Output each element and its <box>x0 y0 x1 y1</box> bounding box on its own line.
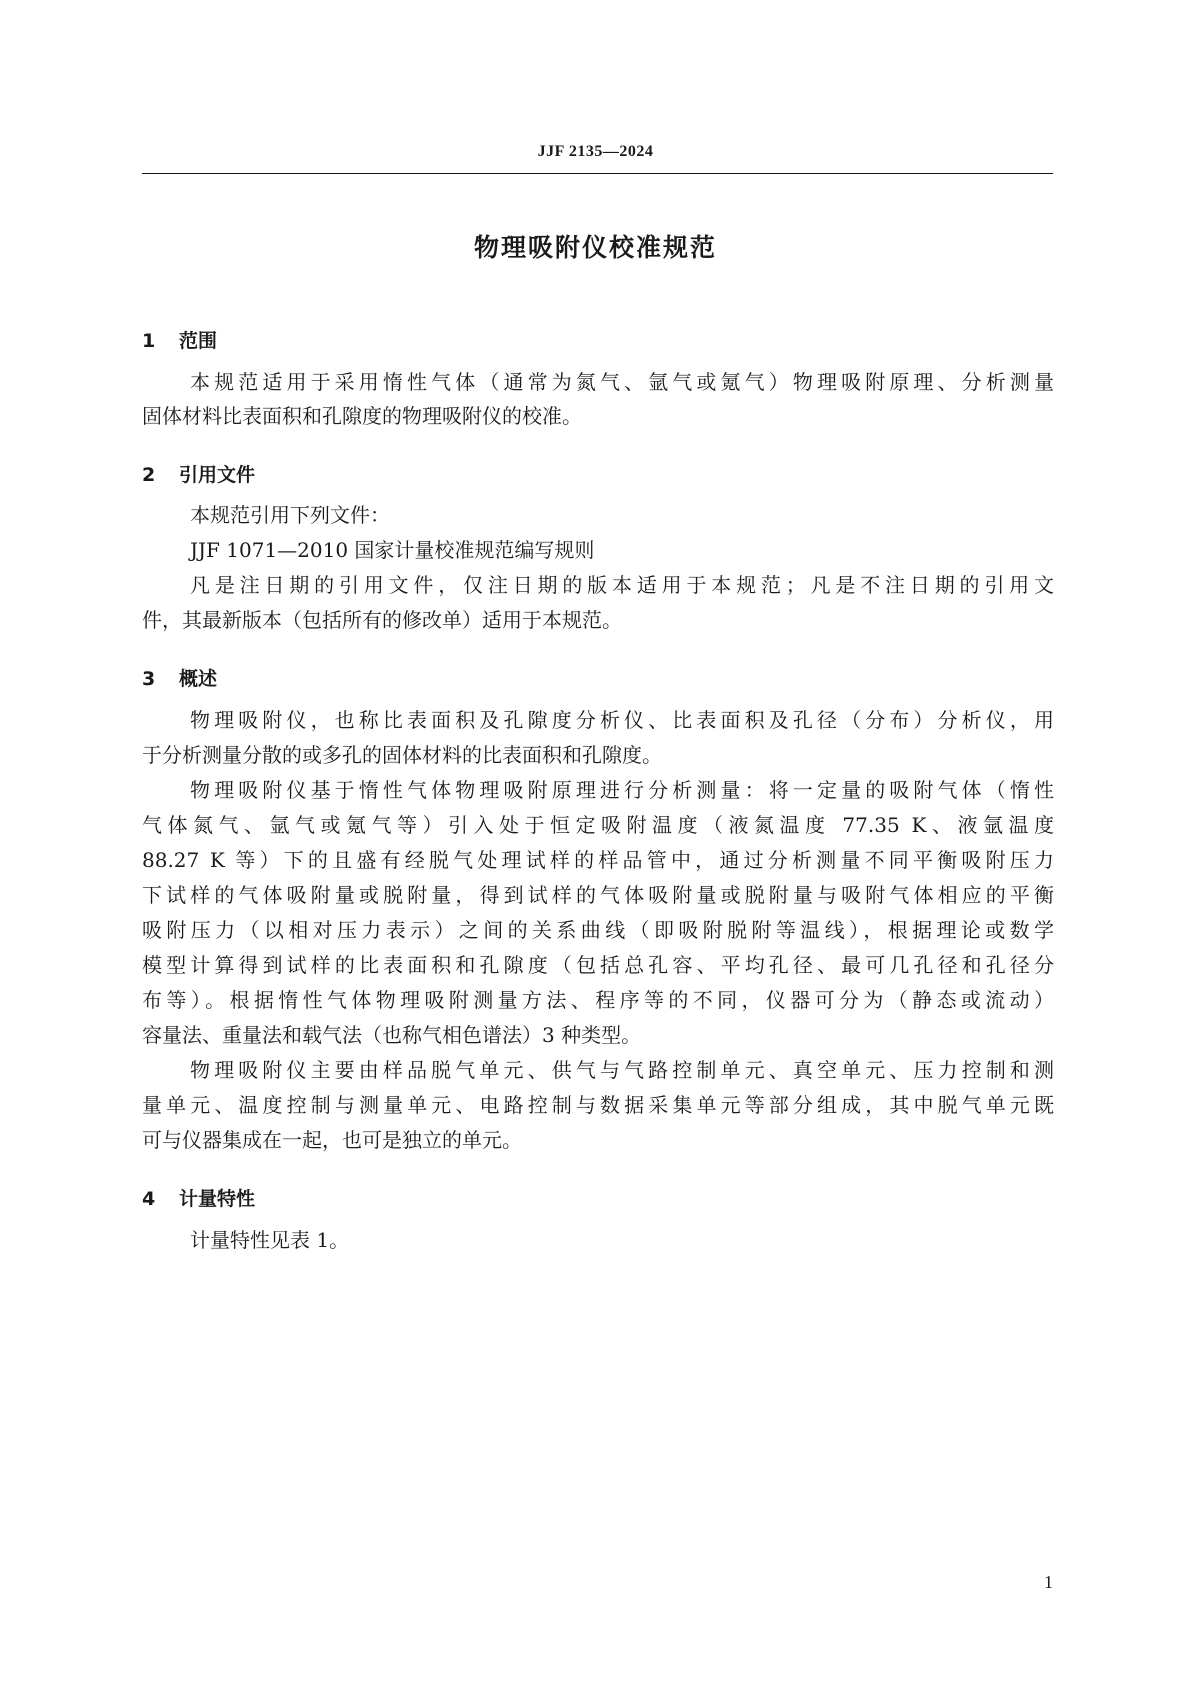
paragraph-line: 容量法、重量法和载气法（也称气相色谱法）3 种类型。 <box>142 1023 642 1047</box>
paragraph-line: 可与仪器集成在一起，也可是独立的单元。 <box>142 1128 522 1152</box>
standard-code: JJF 2135—2024 <box>537 143 654 160</box>
paragraph-line: 量单元、温度控制与测量单元、电路控制与数据采集单元等部分组成，其中脱气单元既 <box>142 1093 1054 1117</box>
section-heading-references <box>142 460 255 487</box>
section-number: 2 <box>142 464 156 486</box>
section-title: 引用文件 <box>179 464 256 486</box>
paragraph-line: 物理吸附仪，也称比表面积及孔隙度分析仪、比表面积及孔径（分布）分析仪，用 <box>190 708 1054 732</box>
paragraph-line: 件，其最新版本（包括所有的修改单）适用于本规范。 <box>142 608 622 632</box>
paragraph-line: 于分析测量分散的或多孔的固体材料的比表面积和孔隙度。 <box>142 743 662 767</box>
paragraph-line: 气体氮气、氩气或氪气等）引入处于恒定吸附温度（液氮温度 77.35 K、液氩温度 <box>142 813 1054 837</box>
paragraph-line: 固体材料比表面积和孔隙度的物理吸附仪的校准。 <box>142 404 582 428</box>
paragraph-line: 物理吸附仪基于惰性气体物理吸附原理进行分析测量：将一定量的吸附气体（惰性 <box>190 778 1054 802</box>
section-heading-metrological-characteristics <box>142 1184 255 1211</box>
section-heading-overview <box>142 664 217 691</box>
section-title: 范围 <box>179 330 218 352</box>
section-number: 4 <box>142 1188 156 1210</box>
document-title: 物理吸附仪校准规范 <box>473 233 717 262</box>
section-number: 1 <box>142 330 156 352</box>
paragraph-line: 凡是注日期的引用文件，仅注日期的版本适用于本规范；凡是不注日期的引用文 <box>190 573 1054 597</box>
header-divider <box>142 173 1053 174</box>
paragraph-line: 吸附压力（以相对压力表示）之间的关系曲线（即吸附脱附等温线），根据理论或数学 <box>142 918 1054 942</box>
section-title: 概述 <box>179 668 218 690</box>
paragraph-line: 物理吸附仪主要由样品脱气单元、供气与气路控制单元、真空单元、压力控制和测 <box>190 1058 1054 1082</box>
paragraph-line: 本规范引用下列文件： <box>190 503 390 527</box>
paragraph-line: 88.27 K 等）下的且盛有经脱气处理试样的样品管中，通过分析测量不同平衡吸附压力 <box>142 848 1054 872</box>
paragraph-line: 计量特性见表 1。 <box>190 1228 350 1252</box>
section-number: 3 <box>142 668 156 690</box>
section-title: 计量特性 <box>179 1188 256 1210</box>
section-heading-scope <box>142 326 217 353</box>
paragraph-line: 布等）。根据惰性气体物理吸附测量方法、程序等的不同，仪器可分为（静态或流动） <box>142 988 1054 1012</box>
paragraph-line: 模型计算得到试样的比表面积和孔隙度（包括总孔容、平均孔径、最可几孔径和孔径分 <box>142 953 1054 977</box>
paragraph-line: 本规范适用于采用惰性气体（通常为氮气、氩气或氪气）物理吸附原理、分析测量 <box>190 370 1054 394</box>
paragraph-line: 下试样的气体吸附量或脱附量，得到试样的气体吸附量或脱附量与吸附气体相应的平衡 <box>142 883 1054 907</box>
reference-entry: JJF 1071—2010 国家计量校准规范编写规则 <box>190 538 595 562</box>
page-number: 1 <box>1044 1572 1053 1592</box>
